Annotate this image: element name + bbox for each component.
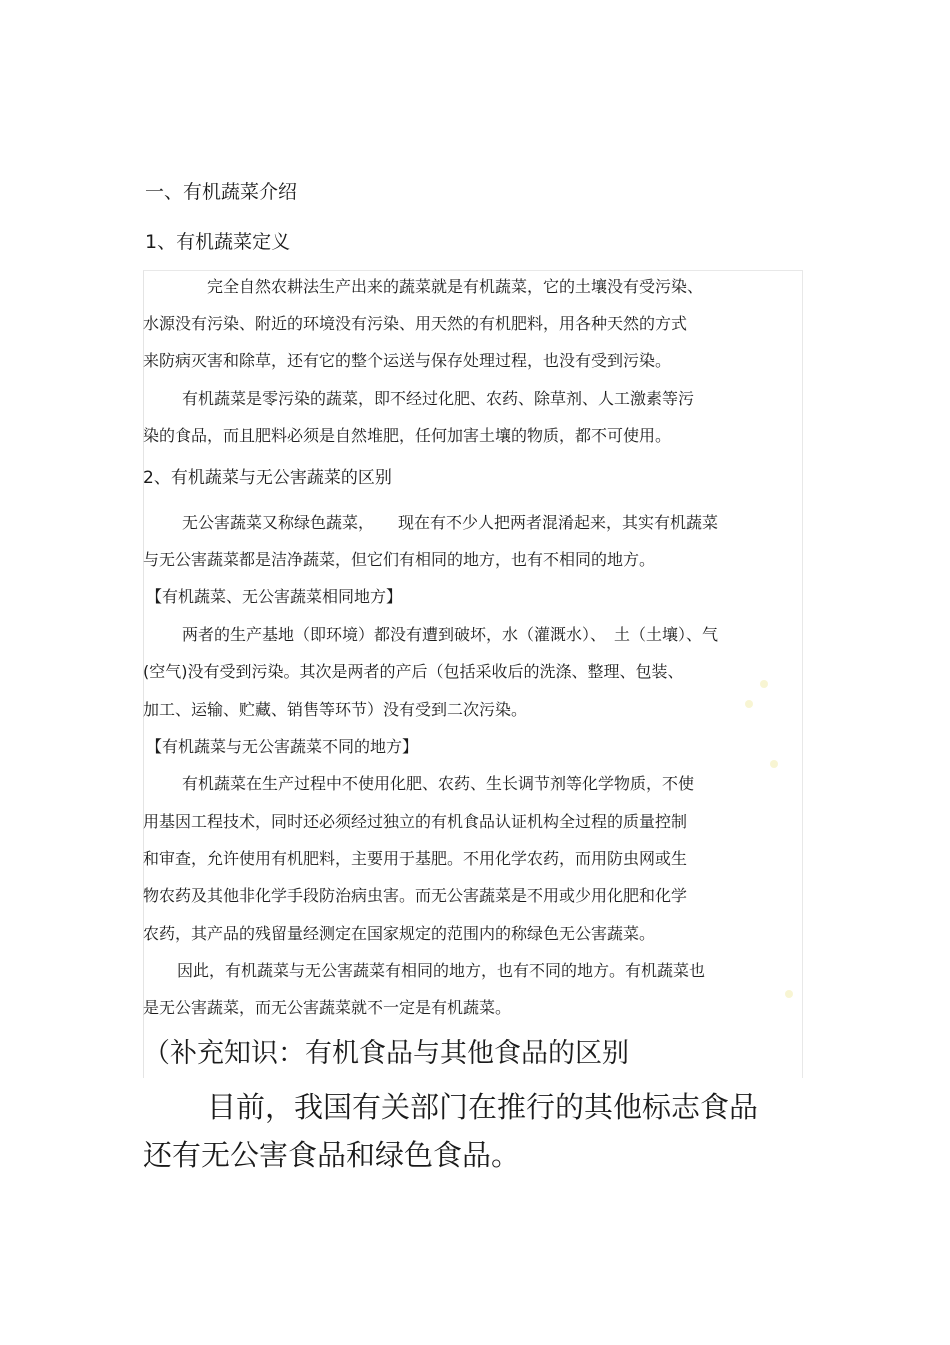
bracket-heading-same: 【有机蔬菜、无公害蔬菜相同地方】	[146, 587, 403, 606]
paragraph-line: 有机蔬菜是零污染的蔬菜，即不经过化肥、农药、除草剂、人工激素等污	[182, 389, 695, 408]
supplement-heading: （补充知识：有机食品与其他食品的区别	[143, 1038, 629, 1069]
large-paragraph-line: 还有无公害食品和绿色食品。	[143, 1138, 521, 1172]
paragraph-line: 加工、运输、贮藏、销售等环节）没有受到二次污染。	[143, 700, 528, 719]
paragraph-line: 无公害蔬菜又称绿色蔬菜， 现在有不少人把两者混淆起来，其实有机蔬菜	[182, 513, 719, 532]
subsection-heading-difference: 2、有机蔬菜与无公害蔬菜的区别	[143, 468, 392, 488]
paragraph-line: 因此，有机蔬菜与无公害蔬菜有相同的地方，也有不同的地方。有机蔬菜也	[177, 961, 706, 980]
paragraph-line: 物农药及其他非化学手段防治病虫害。而无公害蔬菜是不用或少用化肥和化学	[143, 886, 688, 905]
section-heading: 一、有机蔬菜介绍	[145, 181, 298, 203]
paragraph-line: 与无公害蔬菜都是洁净蔬菜，但它们有相同的地方，也有不相同的地方。	[143, 550, 656, 569]
paragraph-line: 有机蔬菜在生产过程中不使用化肥、农药、生长调节剂等化学物质，不使	[182, 774, 695, 793]
paragraph-line: 来防病灭害和除草，还有它的整个运送与保存处理过程，也没有受到污染。	[143, 351, 672, 370]
large-paragraph-line: 目前，我国有关部门在推行的其他标志食品	[207, 1090, 759, 1124]
paragraph-line: 水源没有污染、附近的环境没有污染、用天然的有机肥料，用各种天然的方式	[143, 314, 688, 333]
paragraph-line: 和审查，允许使用有机肥料，主要用于基肥。不用化学农药，而用防虫网或生	[143, 849, 688, 868]
watermark-speck	[785, 990, 793, 998]
paragraph-line: (空气)没有受到污染。其次是两者的产后（包括采收后的洗涤、整理、包装、	[143, 662, 684, 681]
paragraph-line: 染的食品，而且肥料必须是自然堆肥，任何加害土壤的物质，都不可使用。	[143, 426, 672, 445]
paragraph-line: 完全自然农耕法生产出来的蔬菜就是有机蔬菜，它的土壤没有受污染、	[207, 277, 704, 296]
paragraph-line: 是无公害蔬菜，而无公害蔬菜就不一定是有机蔬菜。	[143, 998, 512, 1017]
subsection-heading-definition: 1、有机蔬菜定义	[145, 231, 291, 253]
bracket-heading-different: 【有机蔬菜与无公害蔬菜不同的地方】	[146, 737, 419, 756]
watermark-speck	[770, 760, 778, 768]
paragraph-line: 两者的生产基地（即环境）都没有遭到破坏，水（灌溉水）、 土（土壤）、气	[182, 625, 719, 644]
paragraph-line: 农药，其产品的残留量经测定在国家规定的范围内的称绿色无公害蔬菜。	[143, 924, 656, 943]
paragraph-line: 用基因工程技术，同时还必须经过独立的有机食品认证机构全过程的质量控制	[143, 812, 688, 831]
watermark-speck	[760, 680, 768, 688]
watermark-speck	[745, 700, 753, 708]
